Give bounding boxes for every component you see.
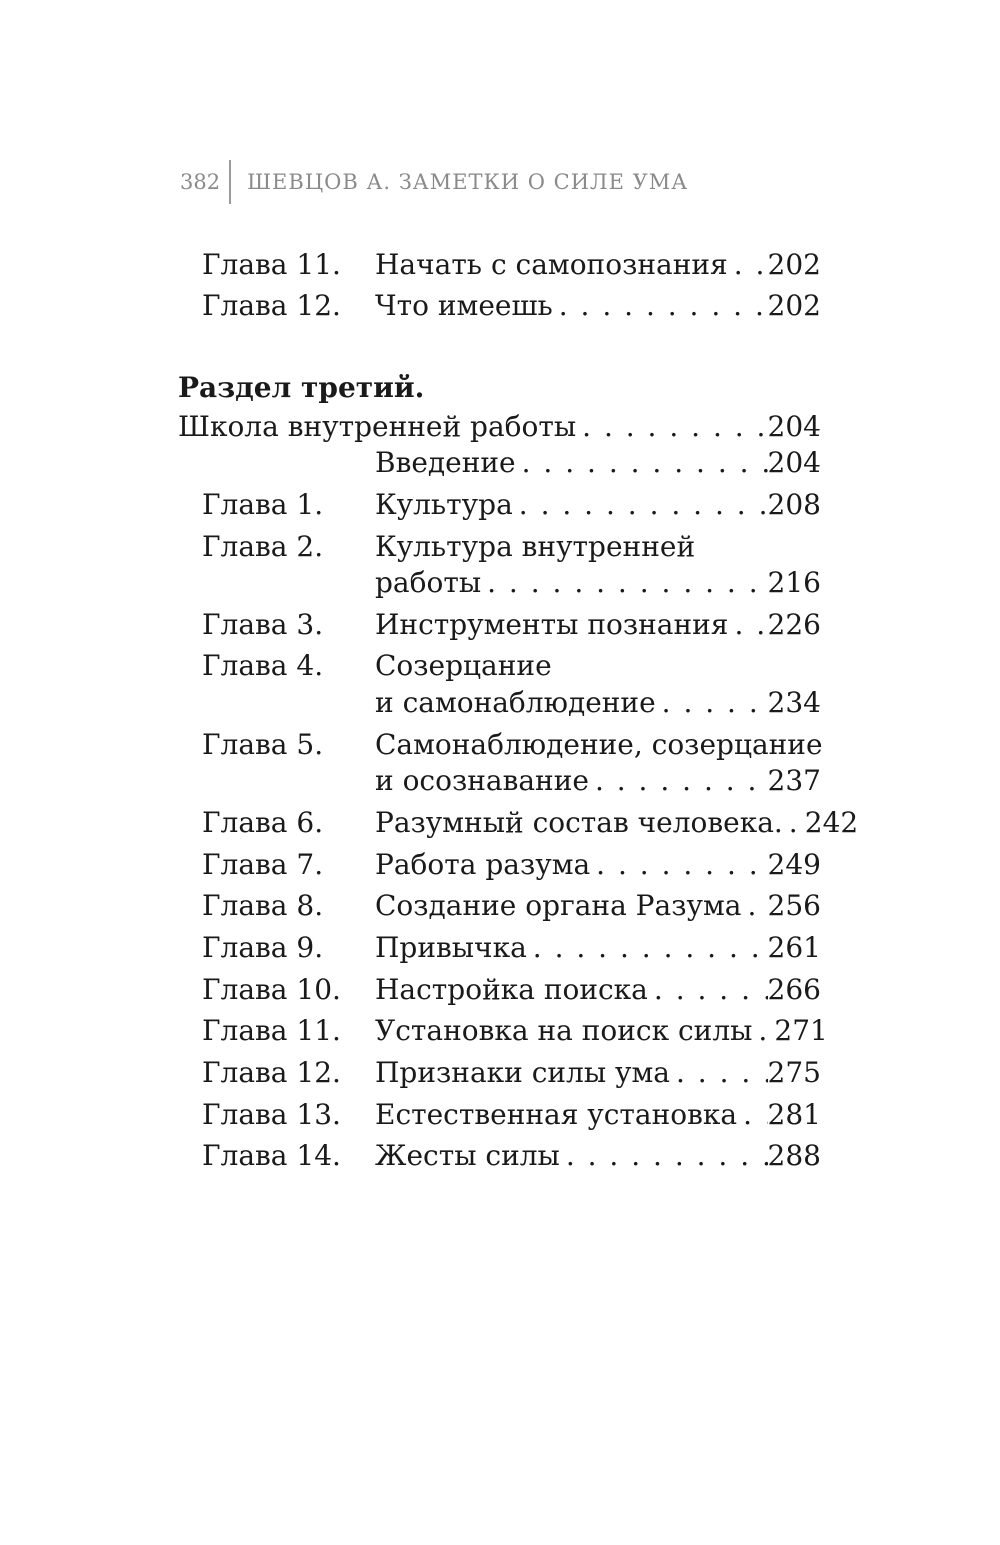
- introduction-page: 204: [767, 446, 821, 479]
- toc-entry: [0, 725, 1000, 765]
- chapter-page: 275: [767, 1056, 821, 1089]
- chapter-page: 281: [767, 1098, 821, 1131]
- chapter-label: Глава 13.: [202, 1098, 341, 1131]
- chapter-title: Естественная установка: [375, 1098, 738, 1131]
- chapter-title: и осознавание: [375, 764, 589, 797]
- toc-entry: [0, 1095, 1000, 1135]
- section-page: 204: [767, 410, 821, 443]
- chapter-title: Привычка: [375, 931, 527, 964]
- chapter-label: Глава 14.: [202, 1139, 341, 1172]
- section-title-entry: [0, 407, 1000, 447]
- dot-leader: [527, 928, 768, 968]
- chapter-title: Инструменты познания: [375, 608, 729, 641]
- chapter-label: Глава 12.: [202, 1056, 341, 1089]
- toc-entry: [0, 485, 1000, 525]
- dot-leader: [737, 1095, 767, 1135]
- chapter-page: 216: [767, 566, 821, 599]
- dot-leader: [741, 886, 767, 926]
- chapter-page: 234: [767, 686, 821, 719]
- chapter-label: Глава 10.: [202, 973, 341, 1006]
- toc-entry: [0, 527, 1000, 567]
- chapter-title: Что имеешь: [375, 289, 553, 322]
- chapter-page: 226: [767, 608, 821, 641]
- chapter-label: Глава 7.: [202, 848, 324, 881]
- chapter-label: Глава 5.: [202, 728, 324, 761]
- section-heading: Раздел третий.: [178, 371, 425, 404]
- toc-entry: [0, 886, 1000, 926]
- chapter-title: Разумный состав человека.: [375, 806, 783, 839]
- dot-leader: [589, 761, 768, 801]
- chapter-title: работы: [375, 566, 482, 599]
- dot-leader: [648, 970, 768, 1010]
- dot-leader: [553, 286, 768, 326]
- chapter-title: и самонаблюдение: [375, 686, 656, 719]
- chapter-title: Установка на поиск силы: [375, 1014, 753, 1047]
- dot-leader: [670, 1053, 768, 1093]
- chapter-page: 266: [767, 973, 821, 1006]
- chapter-title-line1: Созерцание: [375, 649, 552, 682]
- dot-leader: [656, 683, 768, 723]
- toc-entry: [0, 1011, 1000, 1051]
- chapter-label: Глава 3.: [202, 608, 324, 641]
- chapter-title: Начать с самопознания: [375, 248, 728, 281]
- section-title: Школа внутренней работы: [178, 410, 577, 443]
- toc-entry: [0, 286, 1000, 326]
- chapter-title-line1: Культура внутренней: [375, 530, 696, 563]
- chapter-title: Жесты силы: [375, 1139, 560, 1172]
- toc-entry: [0, 646, 1000, 686]
- toc-entry: [0, 845, 1000, 885]
- toc-entry: [0, 1053, 1000, 1093]
- running-title: ШЕВЦОВ А. ЗАМЕТКИ О СИЛЕ УМА: [247, 170, 689, 194]
- toc-entry-continued: [0, 683, 1000, 723]
- dot-leader: [783, 803, 805, 843]
- chapter-label: Глава 12.: [202, 289, 341, 322]
- running-header: [180, 160, 688, 204]
- dot-leader: [516, 443, 768, 483]
- chapter-label: Глава 4.: [202, 649, 324, 682]
- toc-entry: [0, 970, 1000, 1010]
- chapter-page: 202: [767, 289, 821, 322]
- toc-entry: [0, 1136, 1000, 1176]
- chapter-title: Создание органа Разума: [375, 889, 742, 922]
- dot-leader: [590, 845, 767, 885]
- chapter-title: Культура: [375, 488, 513, 521]
- toc-entry-introduction: [0, 443, 1000, 483]
- chapter-page: 271: [774, 1014, 828, 1047]
- toc-entry-continued: [0, 761, 1000, 801]
- dot-leader: [752, 1011, 774, 1051]
- chapter-page: 208: [767, 488, 821, 521]
- chapter-page: 202: [767, 248, 821, 281]
- chapter-title-line1: Самонаблюдение, созерцание: [375, 728, 823, 761]
- chapter-label: Глава 11.: [202, 1014, 341, 1047]
- chapter-label: Глава 6.: [202, 806, 324, 839]
- chapter-page: 256: [767, 889, 821, 922]
- page-number: 382: [180, 170, 221, 194]
- toc-entry: [0, 245, 1000, 285]
- dot-leader: [513, 485, 768, 525]
- dot-leader: [576, 407, 767, 447]
- chapter-page: 288: [767, 1139, 821, 1172]
- chapter-title: Работа разума: [375, 848, 591, 881]
- toc-entry: [0, 803, 1000, 843]
- chapter-page: 261: [767, 931, 821, 964]
- chapter-title: Признаки силы ума: [375, 1056, 670, 1089]
- dot-leader: [728, 245, 768, 285]
- introduction-title: Введение: [375, 446, 516, 479]
- chapter-label: Глава 2.: [202, 530, 324, 563]
- dot-leader: [481, 563, 767, 603]
- toc-entry: [0, 928, 1000, 968]
- chapter-page: 242: [804, 806, 859, 839]
- chapter-page: 249: [767, 848, 821, 881]
- chapter-page: 237: [767, 764, 821, 797]
- toc-entry: [0, 605, 1000, 645]
- chapter-title: Настройка поиска: [375, 973, 648, 1006]
- chapter-label: Глава 8.: [202, 889, 324, 922]
- toc-entry-continued: [0, 563, 1000, 603]
- dot-leader: [728, 605, 767, 645]
- dot-leader: [560, 1136, 768, 1176]
- chapter-label: Глава 9.: [202, 931, 324, 964]
- chapter-label: Глава 11.: [202, 248, 341, 281]
- chapter-label: Глава 1.: [202, 488, 324, 521]
